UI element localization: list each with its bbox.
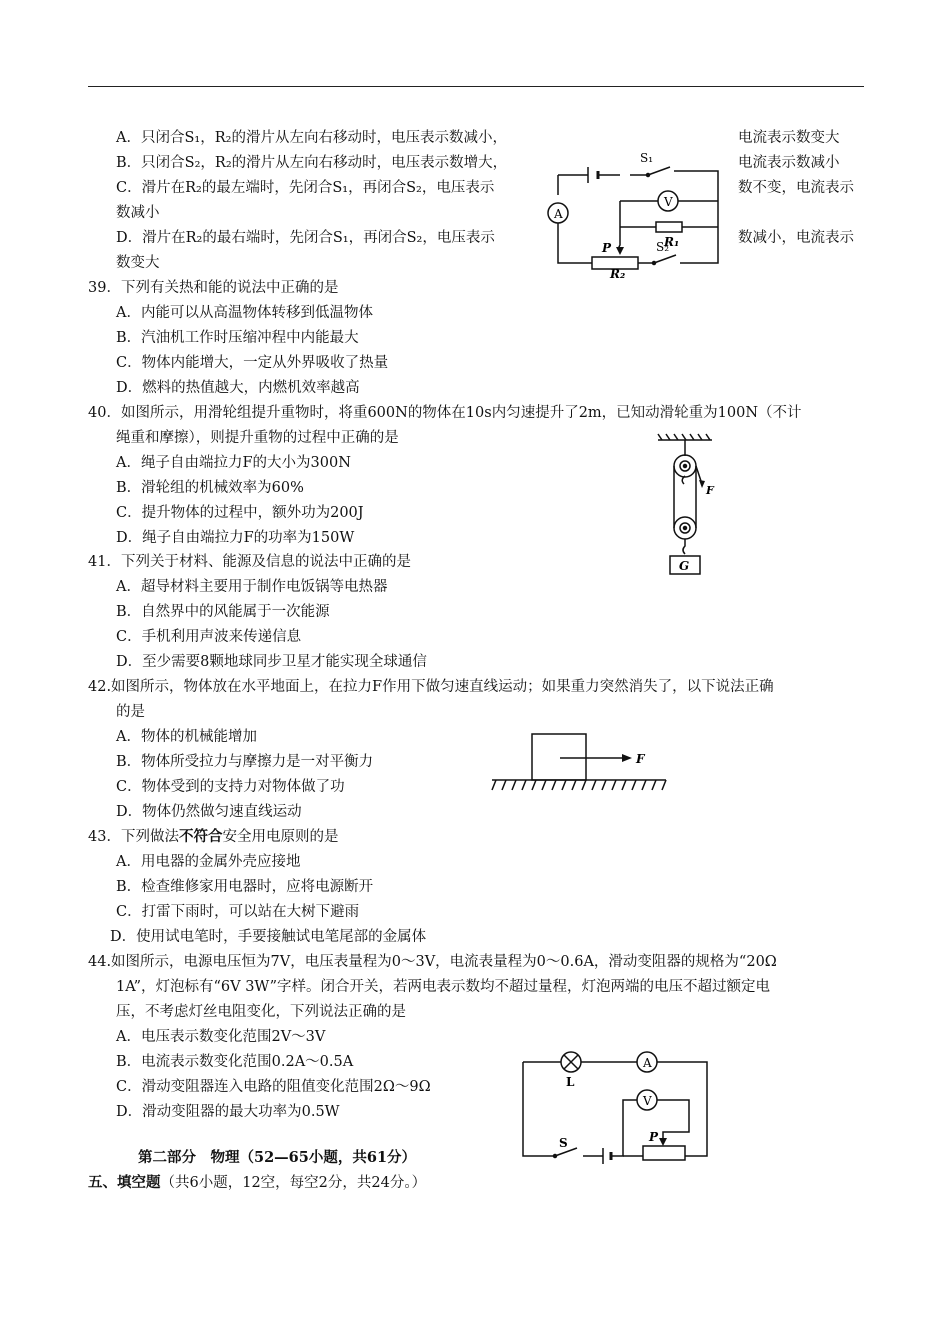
section-five-title: 五、填空题 [88, 1174, 161, 1191]
q43-option-d: D．使用试电笔时，手要接触试电笔尾部的金属体 [110, 929, 427, 945]
q44-fig-p: P [649, 1130, 659, 1144]
q44-option-d: D．滑动变阻器的最大功率为0.5W [116, 1104, 340, 1120]
q38-option-a: A．只闭合S₁，R₂的滑片从左向右移动时，电压表示数减小， [116, 130, 507, 146]
q43-stem-emphasis: 不符合 [178, 828, 223, 845]
q43-option-b: B．检查维修家用电器时，应将电源断开 [116, 879, 374, 895]
q42-option-b: B．物体所受拉力与摩擦力是一对平衡力 [116, 754, 374, 770]
q38-option-b-end: 电流表示数减小 [738, 155, 840, 171]
q44-fig-a: A [643, 1056, 652, 1070]
q40-option-d: D．绳子自由端拉力F的功率为150W [116, 530, 355, 546]
q39-option-c: C．物体内能增大，一定从外界吸收了热量 [116, 355, 389, 371]
q42-option-c: C．物体受到的支持力对物体做了功 [116, 779, 345, 795]
q39-option-b: B．汽油机工作时压缩冲程中内能最大 [116, 330, 359, 346]
q41-option-c: C．手机利用声波来传递信息 [116, 629, 302, 645]
part-two-heading: 第二部分 物理（52—65小题，共61分） [138, 1149, 417, 1166]
q40-fig-g: G [679, 559, 690, 573]
q38-option-d: D．滑片在R₂的最右端时，先闭合S₁，再闭合S₂，电压表示 [116, 230, 495, 246]
q40-fig-f: F [706, 484, 714, 497]
q41-option-d: D．至少需要8颗地球同步卫星才能实现全球通信 [116, 654, 427, 670]
q38-option-c: C．滑片在R₂的最左端时，先闭合S₁，再闭合S₂，电压表示 [116, 180, 495, 196]
q40-pulley-diagram [650, 432, 730, 582]
header-rule [88, 86, 864, 87]
section-five-heading [88, 1174, 426, 1192]
q40-stem-line1: 40．如图所示，用滑轮组提升重物时，将重600N的物体在10s内匀速提升了2m，已知动滑轮重为100N（不计 [88, 405, 802, 421]
q41-option-a: A．超导材料主要用于制作电饭锅等电热器 [116, 579, 388, 595]
q41-stem: 41．下列关于材料、能源及信息的说法中正确的是 [88, 554, 411, 570]
q38-fig-s1: S₁ [640, 151, 654, 165]
q38-fig-a: A [554, 207, 563, 221]
q44-stem-line2: 1A”，灯泡标有“6V 3W”字样。闭合开关，若两电表示数均不超过量程，灯泡两端的电压不超过额定电 [116, 979, 771, 995]
q38-fig-v: V [664, 195, 673, 209]
q42-option-a: A．物体的机械能增加 [116, 729, 257, 745]
q42-fig-f: F [636, 752, 645, 766]
q43-option-a: A．用电器的金属外壳应接地 [116, 854, 301, 870]
q43-option-c: C．打雷下雨时，可以站在大树下避雨 [116, 904, 360, 920]
q44-circuit-diagram [515, 1048, 715, 1170]
q38-option-a-end: 电流表示数变大 [738, 130, 840, 146]
q39-option-d: D．燃料的热值越大，内燃机效率越高 [116, 380, 360, 396]
q44-option-a: A．电压表示数变化范围2V～3V [116, 1029, 326, 1045]
q44-stem-line3: 压，不考虑灯丝电阻变化，下列说法正确的是 [116, 1004, 406, 1020]
q41-option-b: B．自然界中的风能属于一次能源 [116, 604, 330, 620]
q43-stem-post: 安全用电原则的是 [222, 829, 339, 845]
q44-option-b: B．电流表示数变化范围0.2A～0.5A [116, 1054, 354, 1070]
q38-circuit-diagram [540, 145, 730, 280]
q38-option-c-end: 数不变，电流表示 [738, 180, 854, 196]
q42-stem-line2: 的是 [116, 704, 145, 720]
q42-option-d: D．物体仍然做匀速直线运动 [116, 804, 302, 820]
q39-option-a: A．内能可以从高温物体转移到低温物体 [116, 305, 373, 321]
q38-option-d-end: 数减小，电流表示 [738, 230, 854, 246]
q38-fig-r1: R₁ [664, 235, 680, 249]
q38-fig-p: P [602, 241, 612, 255]
q44-option-c: C．滑动变阻器连入电路的阻值变化范围2Ω～9Ω [116, 1079, 431, 1095]
q40-stem-line2: 绳重和摩擦），则提升重物的过程中正确的是 [116, 430, 399, 446]
section-five-note: （共6小题，12空，每空2分，共24分。） [160, 1175, 427, 1191]
q38-option-d-cont: 数变大 [116, 255, 160, 271]
q42-block-diagram [490, 730, 670, 800]
q40-option-a: A．绳子自由端拉力F的大小为300N [116, 455, 351, 471]
q38-option-c-cont: 数减小 [116, 205, 160, 221]
q40-option-b: B．滑轮组的机械效率为60% [116, 480, 304, 496]
q44-fig-l: L [566, 1075, 575, 1089]
q42-stem-line1: 42.如图所示，物体放在水平地面上，在拉力F作用下做匀速直线运动；如果重力突然消失了，以下说法正确 [88, 679, 774, 695]
q44-fig-v: V [643, 1094, 652, 1108]
q40-option-c: C．提升物体的过程中，额外功为200J [116, 505, 364, 521]
q43-stem [88, 828, 338, 846]
q39-stem: 39．下列有关热和能的说法中正确的是 [88, 280, 339, 296]
q43-stem-pre: 43．下列做法 [88, 829, 179, 845]
q38-fig-s2: S₂ [656, 240, 670, 254]
q44-stem-line1: 44.如图所示，电源电压恒为7V，电压表量程为0～3V，电流表量程为0～0.6A，滑动变阻器的规格为“20Ω [88, 954, 777, 970]
q38-option-b: B．只闭合S₂，R₂的滑片从左向右移动时，电压表示数增大， [116, 155, 508, 171]
q38-fig-r2: R₂ [610, 267, 626, 280]
q44-fig-s: S [559, 1136, 568, 1150]
